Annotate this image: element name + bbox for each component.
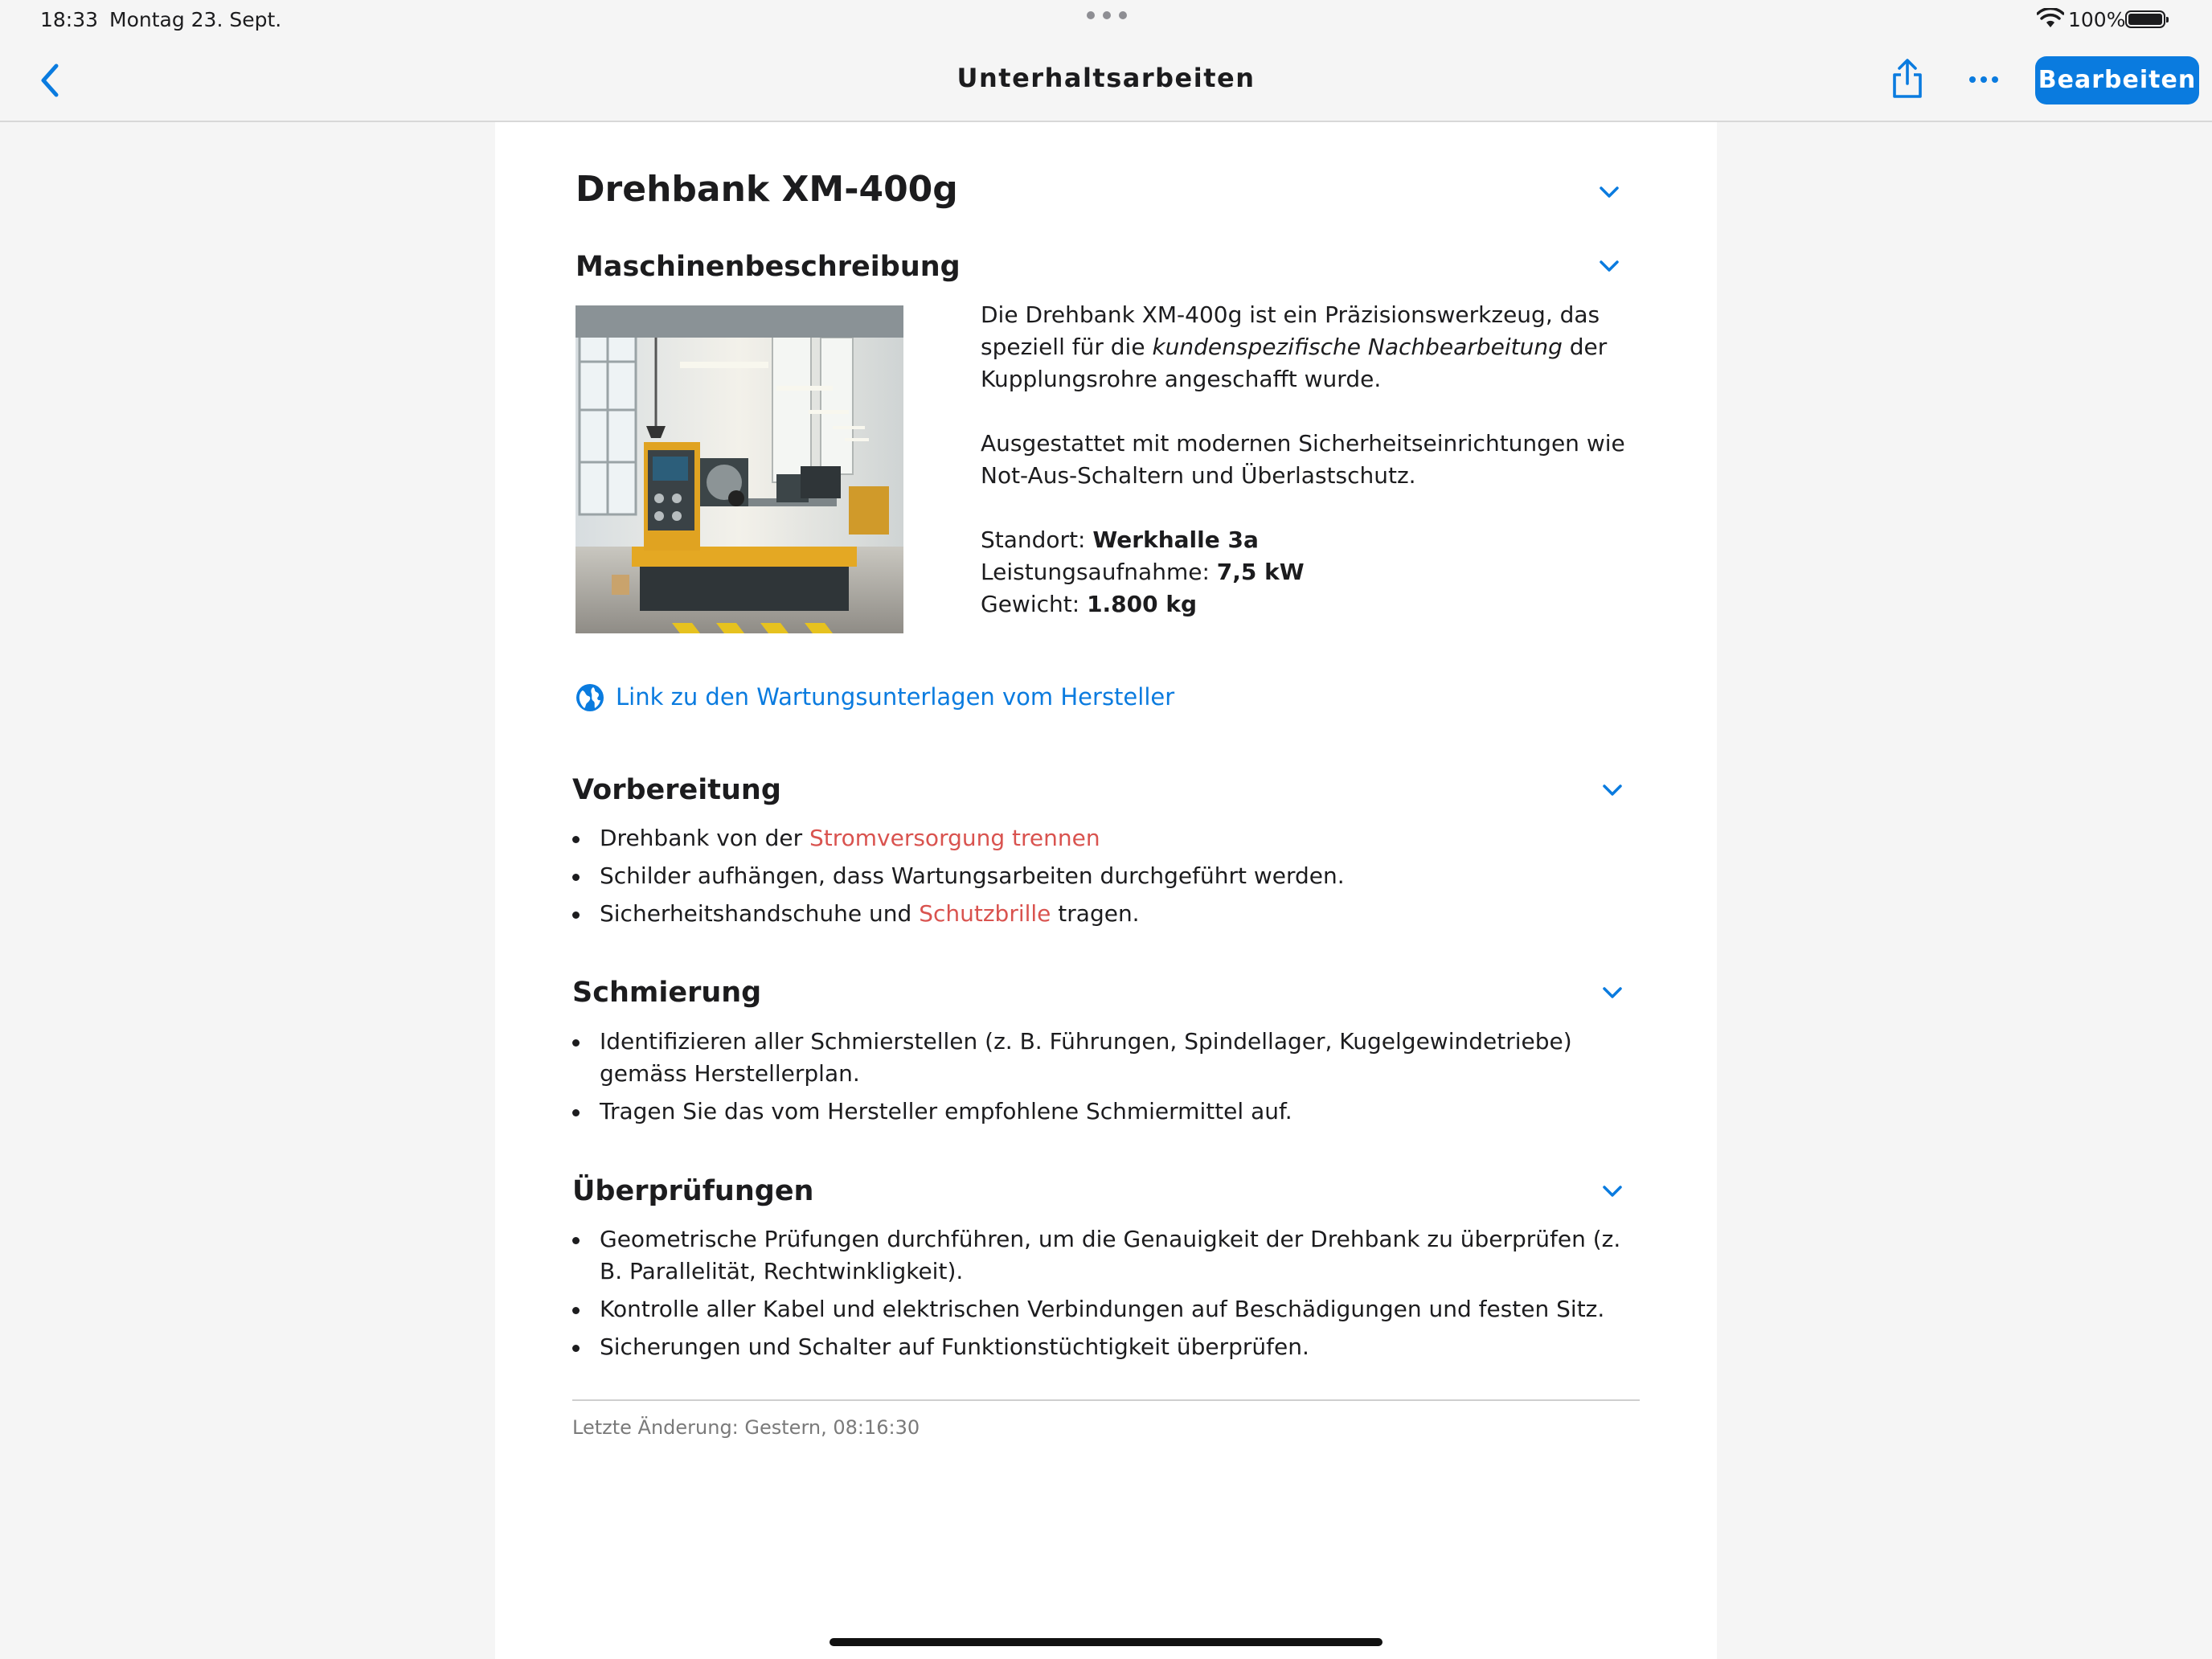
list-item: Kontrolle aller Kabel und elektrischen Verbindungen auf Beschädigungen und festen Sitz.	[572, 1293, 1641, 1325]
section-title-checks: Überprüfungen	[572, 1175, 814, 1207]
manufacturer-docs-link[interactable]: Link zu den Wartungsunterlagen vom Hersteller	[616, 683, 1175, 711]
preparation-list	[572, 822, 1641, 936]
machine-safety-text: Ausgestattet mit modernen Sicherheitseinrichtungen wie Not-Aus-Schaltern und Überlastschutz.	[981, 430, 1625, 489]
status-bar	[0, 0, 2212, 40]
navigation-bar	[0, 40, 2212, 122]
share-icon[interactable]	[1887, 58, 1927, 100]
list-item: Tragen Sie das vom Hersteller empfohlene Schmiermittel auf.	[572, 1096, 1641, 1128]
section-title-lubrication: Schmierung	[572, 977, 762, 1009]
spec-power: Leistungsaufnahme: 7,5 kW	[981, 559, 1305, 585]
home-indicator[interactable]	[830, 1638, 1382, 1646]
lubrication-list	[572, 1026, 1641, 1133]
section-title-description: Maschinenbeschreibung	[576, 251, 961, 283]
chevron-down-icon[interactable]	[1601, 985, 1624, 1000]
footer-divider	[572, 1399, 1640, 1401]
chevron-down-icon[interactable]	[1601, 1184, 1624, 1198]
checks-list	[572, 1223, 1641, 1369]
emphasis-text: kundenspezifische Nachbearbeitung	[1152, 334, 1563, 360]
list-item: Drehbank von der Stromversorgung trennen	[572, 822, 1641, 854]
battery-icon	[2125, 10, 2165, 28]
more-options-icon[interactable]	[1969, 76, 1998, 83]
chevron-down-icon[interactable]	[1598, 259, 1620, 273]
list-item: Identifizieren aller Schmierstellen (z. B. Führungen, Spindellager, Kugelgewindetriebe) gemäss Herstellerplan.	[572, 1026, 1641, 1090]
last-modified: Letzte Änderung: Gestern, 08:16:30	[572, 1416, 920, 1439]
machine-description: Die Drehbank XM-400g ist ein Präzisionswerkzeug, das speziell für die kundenspezifische Nachbearbeitung der Kupplungsrohre angeschafft wurde.	[981, 301, 1608, 392]
spec-location: Standort: Werkhalle 3a	[981, 526, 1259, 553]
spec-weight: Gewicht: 1.800 kg	[981, 591, 1198, 617]
multitasking-dots-icon[interactable]	[1087, 11, 1127, 19]
edit-button[interactable]: Bearbeiten	[2035, 56, 2199, 104]
list-item: Sicherungen und Schalter auf Funktionstüchtigkeit überprüfen.	[572, 1331, 1641, 1363]
section-title-preparation: Vorbereitung	[572, 774, 781, 806]
safety-glasses-link[interactable]: Schutzbrille	[919, 900, 1051, 927]
status-time: 18:33	[40, 8, 99, 31]
list-item: Schilder aufhängen, dass Wartungsarbeiten durchgeführt werden.	[572, 860, 1641, 892]
machine-title: Drehbank XM-400g	[576, 169, 958, 210]
page-title: Unterhaltsarbeiten	[956, 63, 1256, 93]
battery-percent: 100%	[2068, 8, 2126, 31]
status-date: Montag 23. Sept.	[109, 8, 282, 31]
list-item: Sicherheitshandschuhe und Schutzbrille tragen.	[572, 898, 1641, 930]
chevron-down-icon[interactable]	[1598, 185, 1620, 199]
list-item: Geometrische Prüfungen durchführen, um die Genauigkeit der Drehbank zu überprüfen (z. B. Parallelität, Rechtwinkligkeit).	[572, 1223, 1641, 1288]
machine-image	[576, 305, 903, 633]
wifi-icon	[2037, 8, 2064, 29]
globe-icon[interactable]	[574, 682, 606, 714]
machine-specs	[981, 524, 1640, 621]
power-disconnect-link[interactable]: Stromversorgung trennen	[809, 825, 1100, 851]
chevron-down-icon[interactable]	[1601, 783, 1624, 797]
